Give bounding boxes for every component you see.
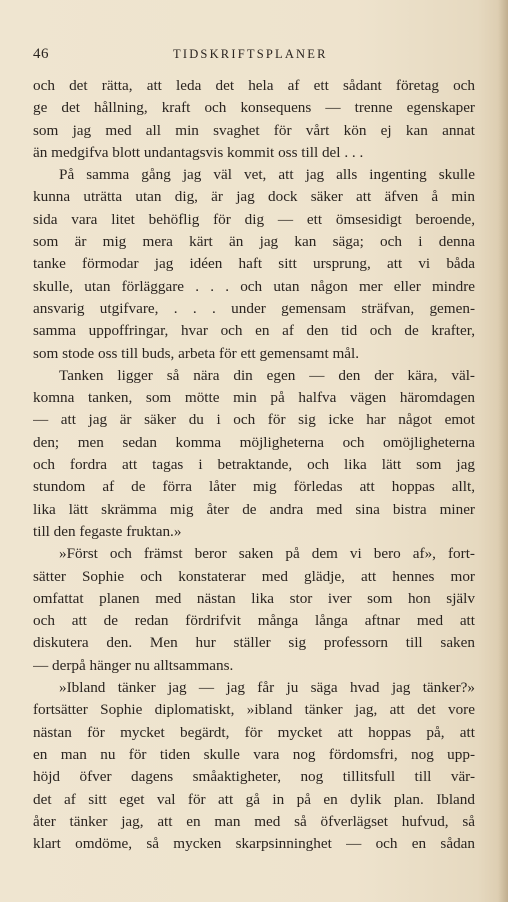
text-line: den; men sedan komma möjligheterna och omöjligheterna: [33, 433, 475, 451]
page-edge-shadow: [498, 0, 508, 902]
text-line: som är mig mera kärt än jag kan säga; och i denna: [33, 233, 475, 251]
text-line: sätter Sophie och konstaterar med glädje, att hennes mor: [33, 567, 475, 585]
text-line: Tanken ligger så nära din egen — den der kära, väl-: [59, 366, 475, 384]
text-line: det af sitt eget val för att gå in på en dylik plan. Ibland: [33, 790, 475, 808]
text-line: lika lätt skrämma mig åter de andra med sina bistra miner: [33, 500, 475, 518]
text-line: ansvarig utgifvare, . . . under gemensam sträfvan, gemen-: [33, 299, 475, 317]
text-line: som jag med all min svaghet för vårt kön ej kan annat: [33, 121, 475, 139]
text-line: På samma gång jag väl vet, att jag alls ingenting skulle: [59, 166, 475, 184]
body-text: [33, 75, 475, 855]
page-header: [33, 46, 475, 66]
text-line: nästan för mycket begärdt, för mycket att hoppas på, att: [33, 723, 475, 741]
text-line: och fordra att tagas i betraktande, och lika lätt som jag: [33, 456, 475, 474]
text-line: sida vara litet behöflig för dig — ett ömsesidigt beroende,: [33, 210, 475, 228]
text-line: diskutera den. Men hur ställer sig professorn till saken: [33, 634, 475, 652]
page-number: 46: [33, 46, 49, 62]
text-line: och att de redan fördrifvit många långa aftnar med att: [33, 612, 475, 630]
text-line: ge det hållning, kraft och konsequens — trenne egenskaper: [33, 99, 475, 117]
text-line: kunna uträtta utan dig, är jag dock säker att äfven å min: [33, 188, 475, 206]
text-line: en man nu för tiden skulle vara nog fördomsfri, nog upp-: [33, 745, 475, 763]
text-line: åter tänker jag, att en man med så öfverlägset hufvud, så: [33, 812, 475, 830]
text-line: komna tanken, som mötte min på halfva vägen häromdagen: [33, 389, 475, 407]
text-line: och det rätta, att leda det hela af ett sådant företag och: [33, 77, 475, 94]
text-line: höjd öfver dagens småaktigheter, nog tillitsfull till vär-: [33, 768, 475, 786]
text-line: stundom af de förra låter mig förledas att hoppas allt,: [33, 478, 475, 496]
text-line: »Ibland tänker jag — jag får ju säga hvad jag tänker?»: [59, 679, 475, 697]
text-line: skulle, utan förläggare . . . och utan någon mer eller mindre: [33, 277, 475, 295]
text-line: tanke förmodar jag idéen haft sitt ursprung, att vi båda: [33, 255, 475, 273]
running-title: TIDSKRIFTSPLANER: [173, 47, 328, 61]
text-line: till den fegaste fruktan.»: [33, 522, 182, 540]
text-line: samma uppoffringar, hvar och en af den tid och de krafter,: [33, 322, 475, 340]
text-line: klart omdöme, så mycken skarpsinninghet — och en sådan: [33, 835, 475, 853]
text-line: som stode oss till buds, arbeta för ett gemensamt mål.: [33, 344, 360, 362]
text-line: än medgifva blott undantagsvis kommit oss till del . . .: [33, 143, 364, 161]
text-line: »Först och främst beror saken på dem vi bero af», fort-: [59, 545, 475, 563]
text-line: omfattat planen med nästan lika stor iver som hon själv: [33, 589, 475, 607]
text-line: — derpå hänger nu alltsammans.: [33, 656, 234, 674]
text-line: fortsätter Sophie diplomatiskt, »ibland tänker jag, att det vore: [33, 701, 475, 719]
text-line: — att jag är säker du i och för sig icke har något emot: [33, 411, 475, 429]
